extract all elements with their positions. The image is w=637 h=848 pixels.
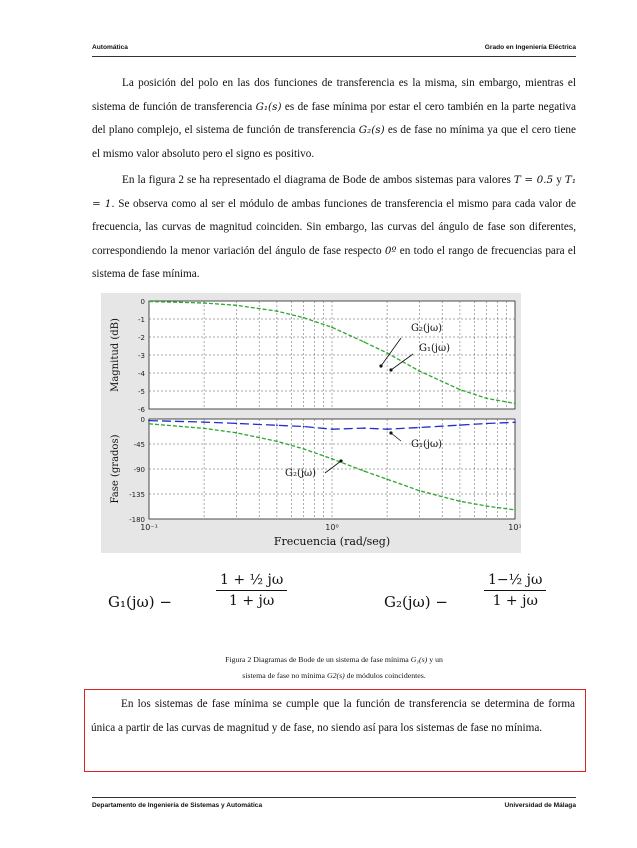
data-point bbox=[235, 423, 237, 425]
data-point bbox=[331, 428, 333, 430]
data-point bbox=[363, 341, 365, 343]
bode-plot bbox=[101, 293, 521, 553]
data-point bbox=[203, 302, 205, 304]
y-axis-label: Fase (grados) bbox=[110, 434, 121, 504]
x-axis-label: Frecuencia (rad/seg) bbox=[273, 535, 391, 548]
p2-text-3: Se observa como al ser el módulo de ambas funciones de transferencia el mismo para cada valor de frecuencia, las curvas de magnitud coinciden. Sin embargo, las curvas del ángulo de fase son diferentes, correspondiendo la menor variación del ángulo de fase respecto bbox=[92, 197, 576, 257]
header-right: Grado en Ingeniería Eléctrica bbox=[484, 44, 576, 51]
p2-math-t1: T₁ = 1. bbox=[92, 174, 576, 210]
data-point bbox=[363, 427, 365, 429]
data-point bbox=[486, 398, 488, 400]
x-tick-label: 10⁰ bbox=[325, 523, 339, 532]
p1-text-2: es de fase mínima por estar el cero también en la parte negativa del plano complejo, el sistema de función de transferencia bbox=[92, 100, 576, 137]
data-point bbox=[459, 500, 461, 502]
data-point bbox=[459, 389, 461, 391]
data-point bbox=[203, 421, 205, 423]
highlight-text bbox=[91, 693, 575, 740]
y-tick-label: -135 bbox=[129, 491, 145, 499]
highlight-box bbox=[84, 689, 586, 772]
equation-g2-numerator: 1−½ jω bbox=[488, 572, 543, 588]
data-point bbox=[276, 424, 278, 426]
data-point bbox=[148, 423, 150, 425]
y-tick-label: -180 bbox=[129, 516, 145, 524]
data-point bbox=[331, 326, 333, 328]
data-point bbox=[514, 403, 516, 405]
p2-text-2: y bbox=[553, 174, 565, 186]
caption-1a: Figura 2 Diagramas de Bode de un sistema de fase mínima bbox=[225, 655, 411, 664]
caption-1m: G₁(s) bbox=[410, 655, 428, 664]
data-point bbox=[303, 448, 305, 450]
annotation-arrow-head-3 bbox=[389, 431, 392, 434]
data-point bbox=[235, 304, 237, 306]
y-tick-label: -5 bbox=[138, 388, 145, 396]
paragraph-1 bbox=[92, 72, 576, 166]
equation-g1-numerator: 1 + ½ jω bbox=[220, 572, 284, 588]
paragraph-2 bbox=[92, 169, 576, 287]
p2-text-1: En la figura 2 se ha representado el diagrama de Bode de ambos sistemas para valores bbox=[122, 174, 514, 186]
caption-2a: sistema de fase no mínima bbox=[242, 671, 327, 680]
data-point bbox=[418, 370, 420, 372]
x-tick-label: 10¹ bbox=[508, 523, 521, 532]
y-tick-label: 0 bbox=[140, 298, 145, 306]
data-point bbox=[386, 352, 388, 354]
caption-2b: de módulos coincidentes. bbox=[344, 671, 426, 680]
p1-math-g1: G₁(s) bbox=[255, 100, 282, 113]
annotation-label-1: G₂(jω) bbox=[411, 323, 443, 334]
equation-g2-bar bbox=[484, 590, 546, 591]
header-rule bbox=[92, 56, 576, 57]
footer-right: Universidad de Málaga bbox=[504, 802, 576, 809]
bode-figure bbox=[101, 293, 521, 553]
data-point bbox=[514, 509, 516, 511]
y-axis-label: Magnitud (dB) bbox=[110, 318, 121, 392]
p1-text-1: La posición del polo en las dos funciones de transferencia es la misma, sin embargo, mientras el sistema de función de transferencia bbox=[92, 77, 576, 113]
p2-math-zero: 0º bbox=[384, 244, 397, 257]
footer-left: Departamento de Ingeniería de Sistemas y Automática bbox=[92, 802, 263, 809]
y-tick-label: 0 bbox=[140, 416, 145, 424]
data-point bbox=[386, 478, 388, 480]
annotation-label-3: G₁(jω) bbox=[411, 439, 443, 450]
data-point bbox=[459, 424, 461, 426]
data-point bbox=[331, 458, 333, 460]
data-point bbox=[418, 490, 420, 492]
footer-rule bbox=[92, 797, 576, 798]
figure-caption-line-1 bbox=[92, 652, 576, 668]
data-point bbox=[486, 505, 488, 507]
data-point bbox=[148, 301, 150, 303]
data-point bbox=[276, 310, 278, 312]
x-tick-label: 10⁻¹ bbox=[140, 523, 158, 532]
equation-g2 bbox=[384, 572, 564, 632]
data-point bbox=[486, 423, 488, 425]
highlight-sentence: En los sistemas de fase mínima se cumple que la función de transferencia se determina de forma única a partir de las curvas de magnitud y de fase, no siendo así para los sistemas de fase no mínima. bbox=[91, 698, 575, 734]
annotation-label-4: G₂(jω) bbox=[285, 468, 317, 479]
p1-math-g2: G₂(s) bbox=[358, 124, 385, 137]
data-point bbox=[148, 420, 150, 422]
data-point bbox=[203, 428, 205, 430]
p2-text-4: en todo el rango de frecuencias para el sistema de fase mínima. bbox=[92, 244, 577, 281]
equation-g1-lhs: G₁(jω) − bbox=[108, 593, 172, 611]
p2-math-t: T = 0.5 bbox=[513, 174, 554, 186]
caption-1b: y un bbox=[427, 655, 443, 664]
caption-2m: G2(s) bbox=[326, 671, 345, 680]
annotation-arrow-head-1 bbox=[379, 364, 382, 367]
data-point bbox=[418, 427, 420, 429]
y-tick-label: -1 bbox=[138, 316, 145, 324]
annotation-arrow-head-2 bbox=[389, 368, 392, 371]
figure-caption-line-2 bbox=[92, 668, 576, 684]
data-point bbox=[303, 317, 305, 319]
equation-g2-denominator: 1 + jω bbox=[492, 593, 538, 609]
equation-g2-fraction bbox=[484, 572, 546, 609]
equation-g1 bbox=[108, 572, 288, 632]
data-point bbox=[363, 470, 365, 472]
equation-g1-fraction bbox=[216, 572, 287, 609]
data-point bbox=[514, 421, 516, 423]
y-tick-label: -3 bbox=[138, 352, 145, 360]
equation-g1-denominator: 1 + jω bbox=[229, 593, 275, 609]
y-tick-label: -6 bbox=[138, 406, 145, 414]
equation-g2-lhs: G₂(jω) − bbox=[384, 593, 448, 611]
y-tick-label: -2 bbox=[138, 334, 145, 342]
annotation-arrow-head-4 bbox=[339, 459, 342, 462]
y-tick-label: -45 bbox=[133, 441, 145, 449]
equation-g1-bar bbox=[216, 590, 287, 591]
data-point bbox=[303, 426, 305, 428]
data-point bbox=[276, 440, 278, 442]
data-point bbox=[386, 428, 388, 430]
y-tick-label: -4 bbox=[138, 370, 145, 378]
header-left: Automática bbox=[92, 44, 128, 51]
p1-text-3: es de fase no mínima ya que el cero tiene el mismo valor absoluto pero el signo es positivo. bbox=[92, 124, 576, 160]
annotation-label-2: G₁(jω) bbox=[419, 343, 451, 354]
y-tick-label: -90 bbox=[133, 466, 145, 474]
data-point bbox=[235, 432, 237, 434]
